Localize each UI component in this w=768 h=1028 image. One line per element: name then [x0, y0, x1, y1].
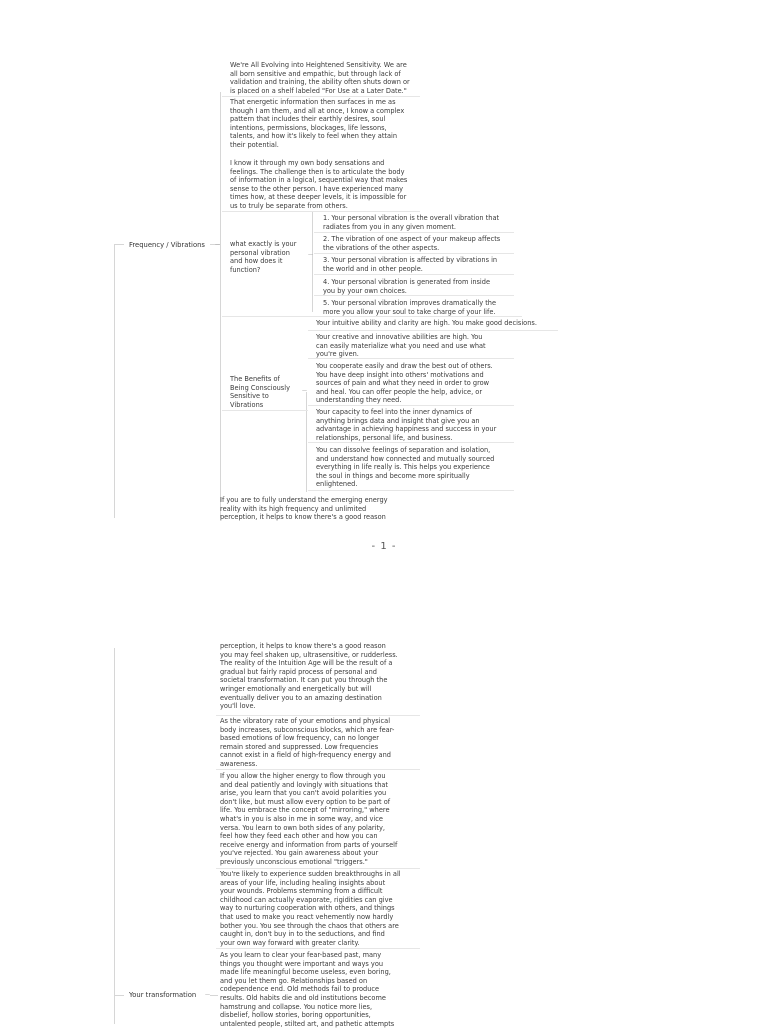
vibration-item-4: 4. Your personal vibration is generated from inside you by your own choices.: [323, 278, 491, 295]
divider: [216, 769, 420, 770]
divider: [314, 295, 514, 296]
divider: [222, 211, 420, 212]
connector-line: [114, 648, 115, 1024]
intro-paragraph-1: We're All Evolving into Heightened Sensitivity. We are all born sensitive and empathic, but through lack of validation and training, the ability often shuts down or is placed on a shelf labeled "For Use at a Later Date.": [230, 61, 410, 95]
divider: [308, 442, 514, 443]
divider: [314, 274, 514, 275]
page-2: [0, 642, 768, 1028]
collapse-toggle-icon[interactable]: —: [302, 388, 307, 394]
transformation-paragraph-4: You're likely to experience sudden breakthroughs in all areas of your life, including healing insights about your wounds. Problems stemming from a difficult childhood can actually evaporate, rigidities can give way to nurturing cooperation with others, and things that used to make you react vehemently now hardly bother you. You see through the chaos that others are caught in, don't buy in to the seductions, and find your own way forward with greater clarity.: [220, 870, 401, 947]
connector-line: [306, 392, 307, 492]
divider: [308, 405, 514, 406]
node-frequency-vibrations[interactable]: Frequency / Vibrations: [129, 241, 205, 249]
collapse-toggle-icon[interactable]: —: [205, 992, 210, 998]
vibration-item-5: 5. Your personal vibration improves dramatically the more you allow your soul to take charge of your life.: [323, 299, 497, 316]
node-benefits[interactable]: The Benefits of Being Consciously Sensitive to Vibrations: [230, 375, 290, 409]
transformation-paragraph-5: As you learn to clear your fear-based past, many things you thought were important and ways you made life meaningful become useless, even boring, and you let them go. Relationships based on codependence end. Old methods fail to produce results. Old habits die and old institutions become hamstrung and collapse. You notice more lies, disbelief, hollow stories, boring opportunities, untalented people, stilted art, and pathetic attempts: [220, 951, 395, 1028]
intro-paragraph-2: That energetic information then surfaces in me as though I am them, and all at once, I know a complex pattern that includes their earthly desires, soul intentions, permissions, blockages, life lessons, talents, and how it's likely to feel when they attain their potential.: [230, 98, 405, 149]
benefit-item-5: You can dissolve feelings of separation and isolation, and understand how connected and mutually sourced everything in life really is. This helps you experience the soul in things and become more spiritually enlightened.: [316, 446, 495, 489]
benefit-item-3: You cooperate easily and draw the best out of others. You have deep insight into others' motivations and sources of pain and what they need in order to grow and heal. You can offer people the help, advice, or understanding they need.: [316, 362, 493, 405]
collapse-toggle-icon[interactable]: —: [215, 242, 220, 248]
page-number: - 1 -: [371, 541, 397, 552]
divider: [216, 948, 420, 949]
connector-line: [114, 244, 115, 518]
divider: [216, 868, 420, 869]
node-personal-vibration[interactable]: what exactly is your personal vibration and how does it function?: [230, 240, 297, 274]
benefit-item-4: Your capacity to feel into the inner dynamics of anything brings data and insight that give you an advantage in achieving happiness and success in your relationships, personal life, and business.: [316, 408, 497, 442]
collapse-toggle-icon[interactable]: —: [308, 252, 313, 258]
divider: [308, 490, 514, 491]
vibration-item-2: 2. The vibration of one aspect of your makeup affects the vibrations of the other aspects.: [323, 235, 501, 252]
connector-line: [114, 244, 124, 245]
benefit-item-2: Your creative and innovative abilities are high. You can easily materialize what you need and use what you're given.: [316, 333, 486, 359]
divider: [314, 232, 514, 233]
connector-line: [210, 995, 218, 996]
connector-line: [220, 92, 221, 518]
connector-line: [114, 995, 124, 996]
divider: [222, 410, 308, 411]
transformation-paragraph-2: As the vibratory rate of your emotions and physical body increases, subconscious blocks, which are fear- based emotions of low frequency, can no longer remain stored and suppressed. Low frequencies cannot exist in a field of high-frequency energy and awareness.: [220, 717, 395, 768]
node-your-transformation[interactable]: Your transformation: [129, 991, 197, 999]
divider: [222, 316, 522, 317]
divider: [308, 358, 514, 359]
transformation-paragraph-3: If you allow the higher energy to flow through you and deal patiently and lovingly with situations that arise, you learn that you can't avoid polarities you don't like, but must allow every option to be part of life. You embrace the concept of "mirroring," where what's in you is also in me in some way, and vice versa. You learn to own both sides of any polarity, feel how they feed each other and how you can receive energy and information from parts of yourself you've rejected. You gain awareness about your previously unconscious emotional "triggers.": [220, 772, 398, 866]
vibration-item-3: 3. Your personal vibration is affected by vibrations in the world and in other people.: [323, 256, 498, 273]
divider: [314, 253, 514, 254]
divider: [222, 96, 420, 97]
transformation-intro: If you are to fully understand the emerging energy reality with its high frequency and unlimited perception, it helps to know there's a good reason: [220, 496, 388, 522]
transformation-paragraph-1: perception, it helps to know there's a good reason you may feel shaken up, ultrasensitive, or rudderless. The reality of the Intuition Age will be the result of a gradual but fairly rapid process of personal and societal transformation. It can put you through the wringer emotionally and energetically but will eventually deliver you to an amazing destination you'll love.: [220, 642, 398, 711]
divider: [308, 330, 558, 331]
divider: [216, 715, 420, 716]
intro-paragraph-3: I know it through my own body sensations and feelings. The challenge then is to articulate the body of information in a logical, sequential way that makes sense to the other person. I have experienced many times how, at these deeper levels, it is impossible for us to truly be separate from others.: [230, 159, 408, 210]
vibration-item-1: 1. Your personal vibration is the overall vibration that radiates from you in any given moment.: [323, 214, 500, 231]
connector-line: [312, 212, 313, 312]
benefit-item-1: Your intuitive ability and clarity are high. You make good decisions.: [316, 319, 537, 327]
